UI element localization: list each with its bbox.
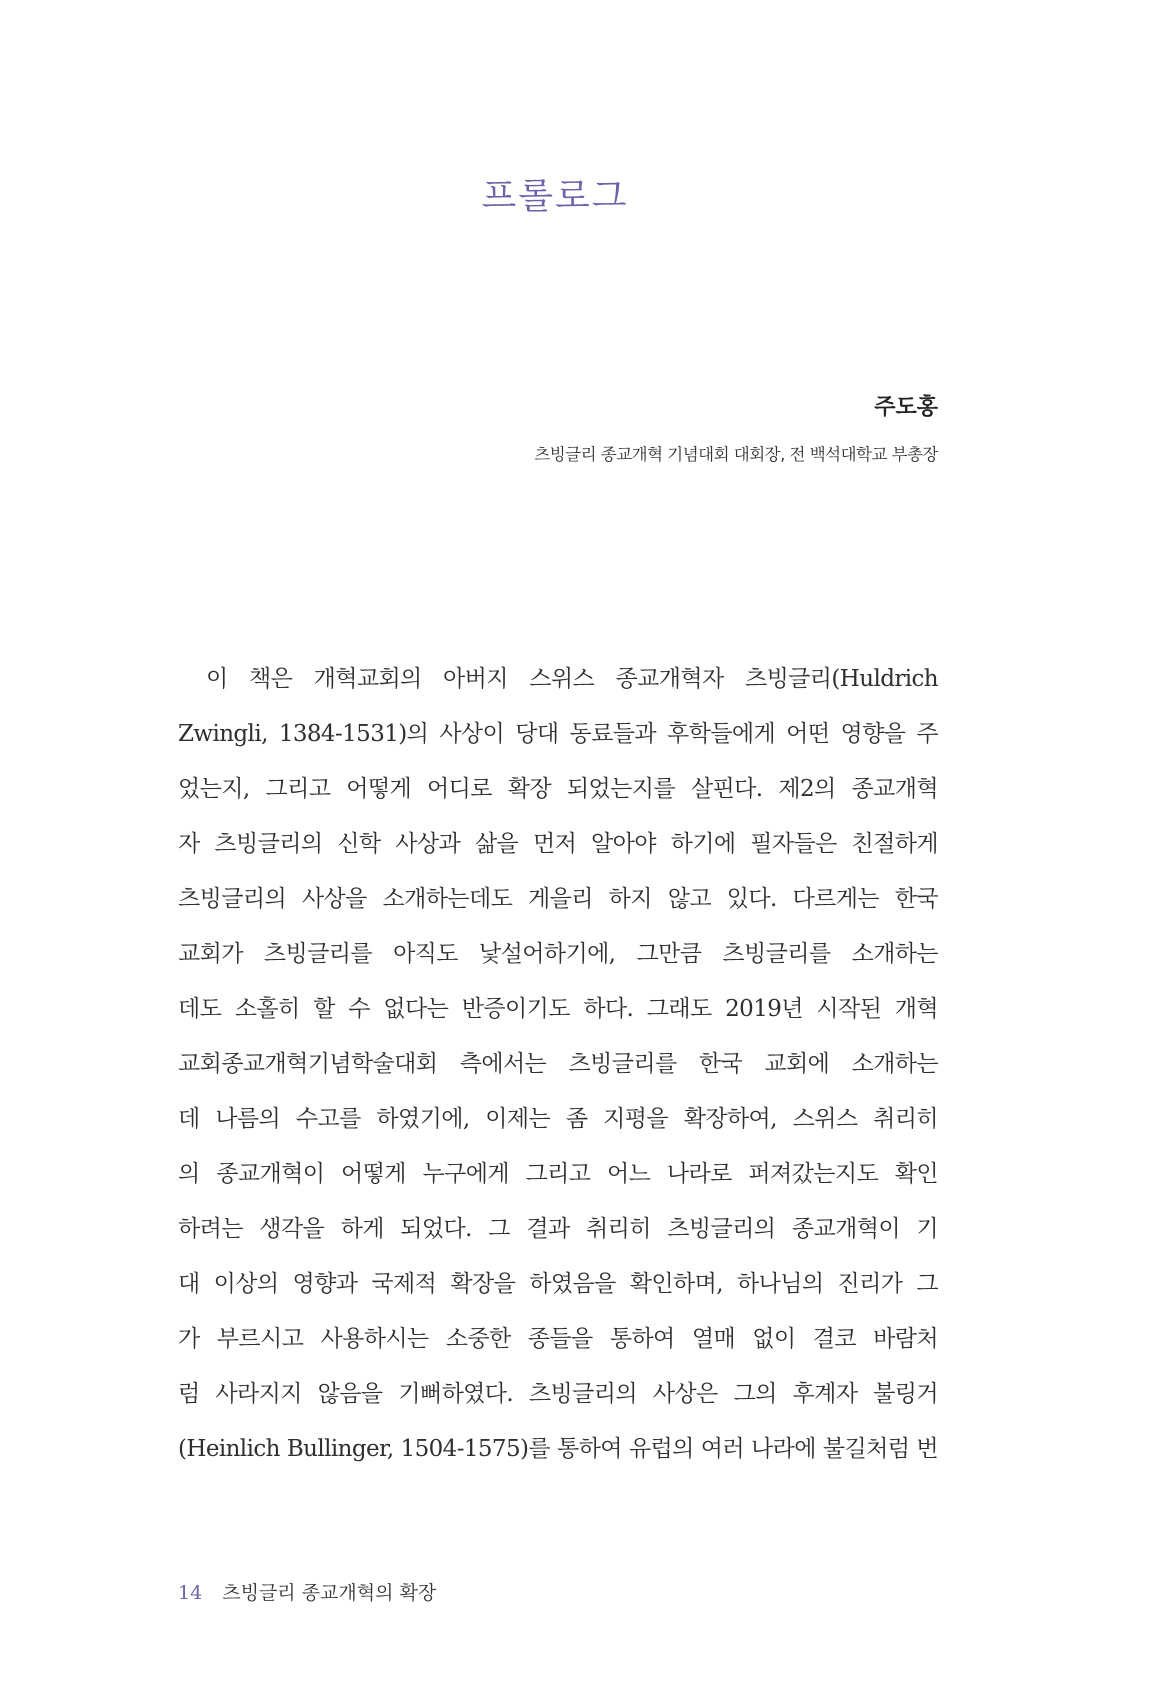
body-line: 대 이상의 영향과 국제적 확장을 하였음을 확인하며, 하나님의 진리가 그 xyxy=(178,1271,938,1297)
body-line: 자 츠빙글리의 신학 사상과 삶을 먼저 알아야 하기에 필자들은 친절하게 xyxy=(178,831,938,857)
running-title: 츠빙글리 종교개혁의 확장 xyxy=(222,1582,437,1604)
body-line: 데 나름의 수고를 하였기에, 이제는 좀 지평을 확장하여, 스위스 취리히 xyxy=(178,1106,938,1132)
body-line: 데도 소홀히 할 수 없다는 반증이기도 하다. 그래도 2019년 시작된 개혁 xyxy=(178,996,938,1022)
body-line: 츠빙글리의 사상을 소개하는데도 게을리 하지 않고 있다. 다르게는 한국 xyxy=(178,886,938,912)
body-line: 었는지, 그리고 어떻게 어디로 확장 되었는지를 살핀다. 제2의 종교개혁 xyxy=(178,776,938,802)
body-line: 이 책은 개혁교회의 아버지 스위스 종교개혁자 츠빙글리(Huldrich xyxy=(206,666,938,692)
body-line: 럼 사라지지 않음을 기뻐하였다. 츠빙글리의 사상은 그의 후계자 불링거 xyxy=(178,1381,938,1407)
author-affiliation: 츠빙글리 종교개혁 기념대회 대회장, 전 백석대학교 부총장 xyxy=(534,445,938,464)
body-line: 교회가 츠빙글리를 아직도 낯설어하기에, 그만큼 츠빙글리를 소개하는 xyxy=(178,941,938,967)
body-line: (Heinlich Bullinger, 1504-1575)를 통하여 유럽의 여러 나라에 불길처럼 번 xyxy=(178,1436,938,1462)
body-text xyxy=(178,652,938,1477)
body-line: 하려는 생각을 하게 되었다. 그 결과 취리히 츠빙글리의 종교개혁이 기 xyxy=(178,1216,938,1242)
body-line: 의 종교개혁이 어떻게 누구에게 그리고 어느 나라로 퍼져갔는지도 확인 xyxy=(178,1161,938,1187)
page-number: 14 xyxy=(178,1582,203,1604)
author-block xyxy=(534,390,938,465)
page-footer xyxy=(178,1578,436,1605)
page-title: 프롤로그 xyxy=(481,176,629,217)
body-line: Zwingli, 1384-1531)의 사상이 당대 동료들과 후학들에게 어떤 영향을 주 xyxy=(178,721,938,747)
author-name: 주도홍 xyxy=(874,395,938,420)
body-line: 가 부르시고 사용하시는 소중한 종들을 통하여 열매 없이 결코 바람처 xyxy=(178,1326,938,1352)
body-line: 교회종교개혁기념학술대회 측에서는 츠빙글리를 한국 교회에 소개하는 xyxy=(178,1051,938,1077)
